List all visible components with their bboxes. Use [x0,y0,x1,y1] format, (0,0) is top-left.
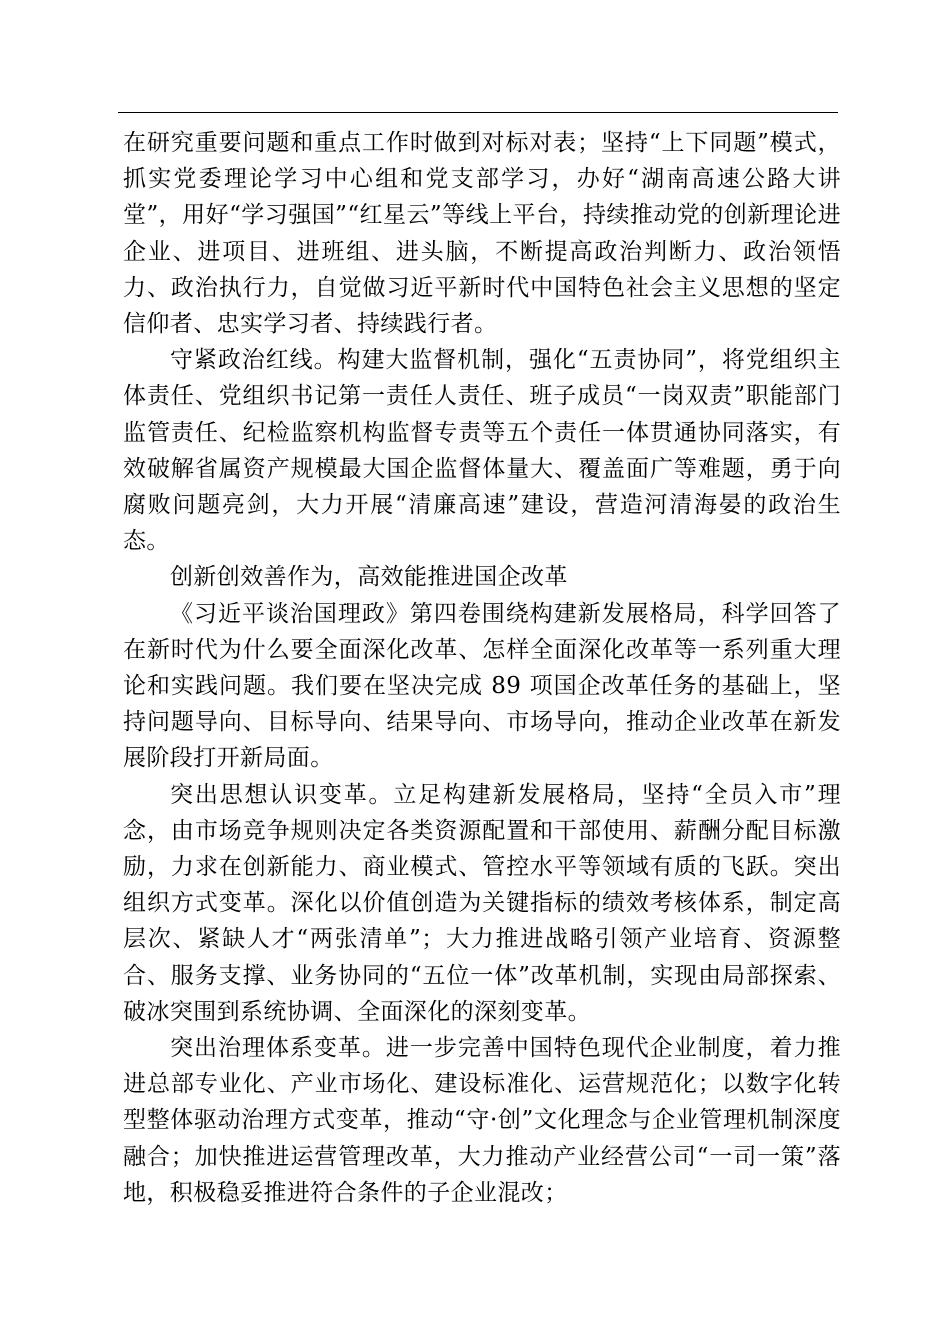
paragraph-study-mode: 在研究重要问题和重点工作时做到对标对表；坚持“上下同题”模式，抓实党委理论学习中心组和党支部学习，办好“湖南高速公路大讲堂”，用好“学习强国”“红星云”等线上平台，持续推动党的创新理论进企业、进项目、进班组、进头脑，不断提高政治判断力、政治领悟力、政治执行力，自觉做习近平新时代中国特色社会主义思想的坚定信仰者、忠实学习者、持续践行者。 [123,130,841,338]
paragraph-political-redline: 守紧政治红线。构建大监督机制，强化“五责协同”，将党组织主体责任、党组织书记第一责任人责任、班子成员“一岗双责”职能部门监管责任、纪检监察机构监督专责等五个责任一体贯通协同落实，有效破解省属资产规模最大国企监督体量大、覆盖面广等难题，勇于向腐败问题亮剑，大力开展“清廉高速”建设，营造河清海晏的政治生态。 [123,347,841,555]
paragraph-governance-change: 突出治理体系变革。进一步完善中国特色现代企业制度，着力推进总部专业化、产业市场化、建设标准化、运营规范化；以数字化转型整体驱动治理方式变革，推动“守·创”文化理念与企业管理机制深度融合；加快推进运营管理改革，大力推动产业经营公司“一司一策”落地，积极稳妥推进符合条件的子企业混改； [123,1035,841,1206]
document-body [123,125,841,1211]
section-heading-reform: 创新创效善作为，高效能推进国企改革 [170,564,568,591]
paragraph-thinking-change: 突出思想认识变革。立足构建新发展格局，坚持“全员入市”理念，由市场竞争规则决定各类资源配置和干部使用、薪酬分配目标激励，力求在创新能力、商业模式、管控水平等领域有质的飞跃。突出组织方式变革。深化以价值创造为关键指标的绩效考核体系，制定高层次、紧缺人才“两张清单”；大力推进战略引领产业培育、资源整合、服务支撑、业务协同的“五位一体”改革机制，实现由局部探索、破冰突围到系统协调、全面深化的深刻变革。 [123,781,841,1025]
paragraph-reform-intro: 《习近平谈治国理政》第四卷围绕构建新发展格局，科学回答了在新时代为什么要全面深化改革、怎样全面深化改革等一系列重大理论和实践问题。我们要在坚决完成 89 项国企改革任务的基础上，坚持问题导向、目标导向、结果导向、市场导向，推动企业改革在新发展阶段打开新局面。 [123,600,841,772]
header-rule [118,112,838,113]
